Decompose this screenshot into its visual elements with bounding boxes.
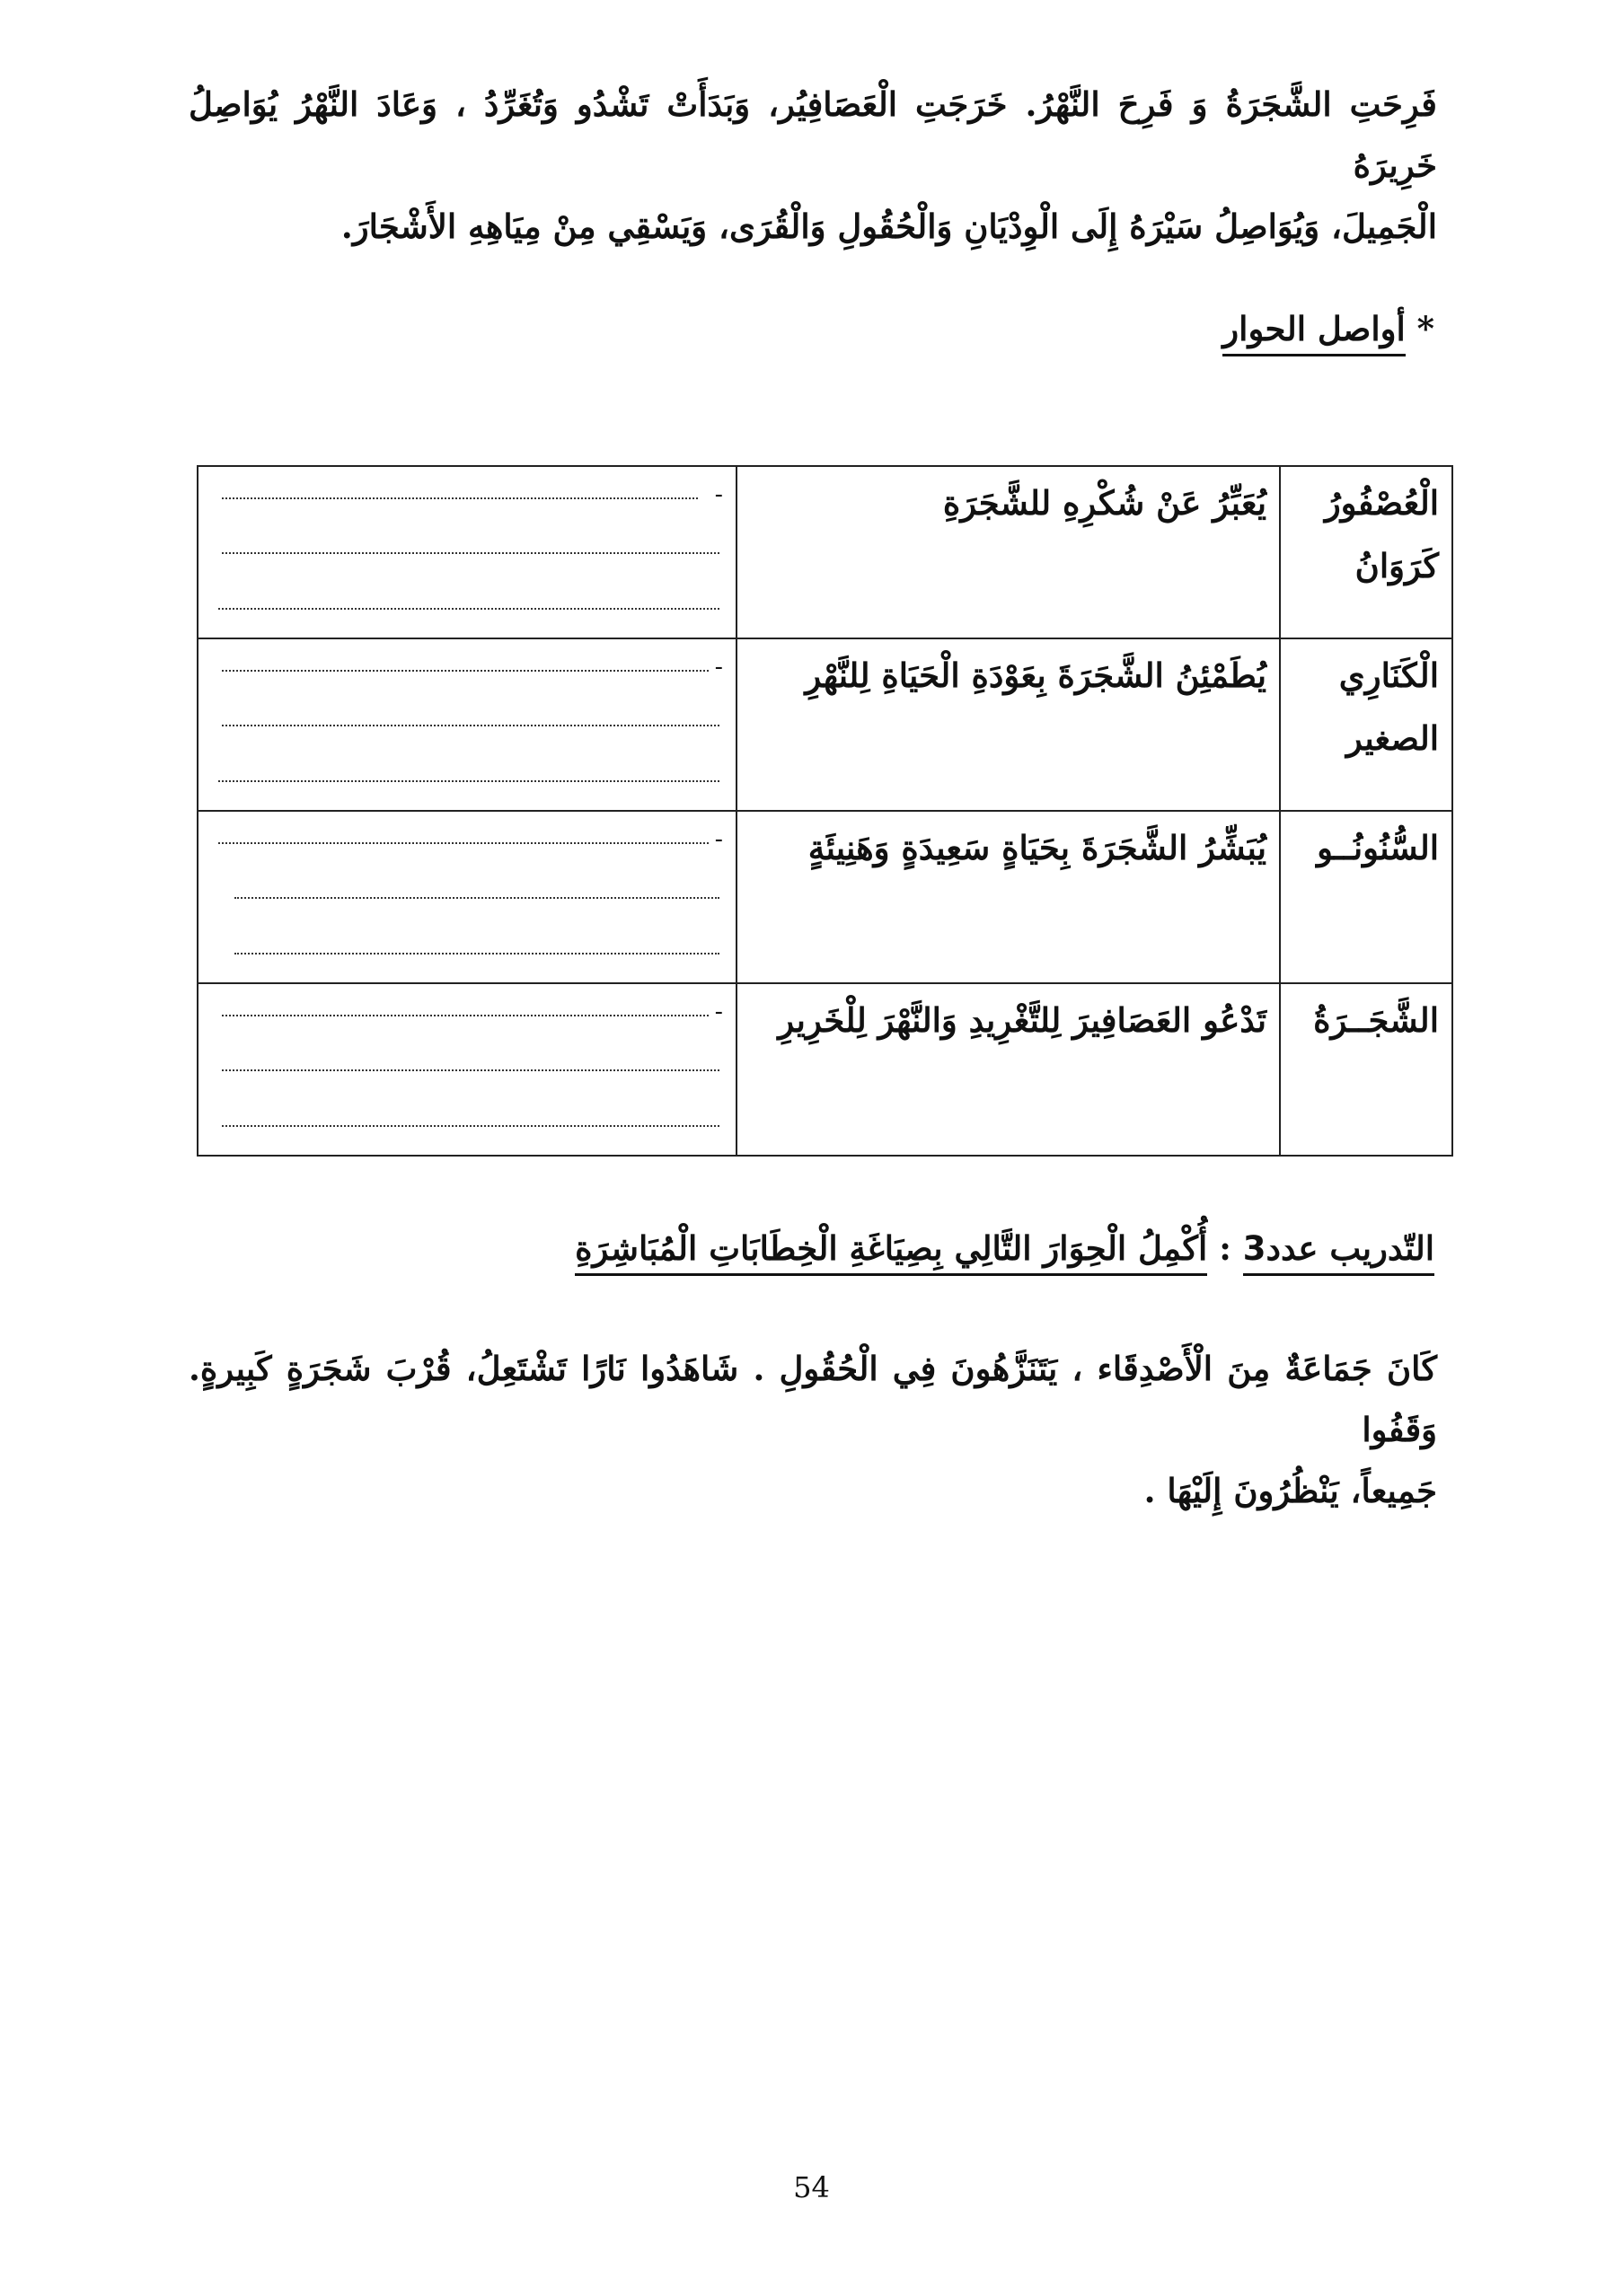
character-name-cell — [1280, 466, 1452, 638]
role-text: يُعَبِّرُ عَنْ شُكْرِهِ للشَّجَرَةِ — [942, 483, 1266, 523]
answer-dash: - — [714, 481, 723, 508]
answer-dotted-line[interactable] — [222, 670, 709, 672]
answer-dash: - — [714, 654, 723, 681]
answer-cell[interactable] — [198, 983, 737, 1156]
role-text: يُطَمْئِنُ الشَّجَرَةَ بِعَوْدَةِ الْحَيَاةِ لِلنَّهْرِ — [805, 655, 1266, 695]
exercise-line-2: جَمِيعاً، يَنْظُرُونَ إِلَيْهَا . — [1143, 1471, 1437, 1510]
answer-dotted-line[interactable] — [218, 842, 709, 844]
character-name: السُّنُونُــو — [1317, 828, 1439, 867]
character-name-extra: كَرَوَانُ — [1354, 546, 1439, 585]
table-row — [198, 638, 1452, 811]
exercise-paragraph — [189, 1338, 1437, 1521]
role-text: يُبَشِّرُ الشَّجَرَةَ بِحَيَاةٍ سَعِيدَةٍ وَهَنِيئَةٍ — [807, 828, 1266, 867]
answer-dotted-line[interactable] — [222, 725, 719, 726]
answer-cell[interactable] — [198, 638, 737, 811]
answer-dotted-line[interactable] — [222, 1069, 719, 1071]
exercise-number: 3 — [1242, 1229, 1266, 1268]
character-name: الْعُصْفُورُ — [1324, 483, 1439, 523]
answer-cell[interactable] — [198, 811, 737, 983]
answer-cell[interactable] — [198, 466, 737, 638]
exercise-separator: : — [1207, 1228, 1243, 1268]
role-cell — [737, 466, 1280, 638]
heading-star: * — [1416, 309, 1434, 348]
answer-dash: - — [714, 826, 723, 853]
intro-paragraph — [189, 74, 1437, 257]
dialogue-table — [197, 465, 1453, 1157]
answer-dotted-line[interactable] — [222, 497, 698, 499]
answer-dotted-line[interactable] — [222, 1125, 719, 1127]
character-name: الْكَنَارِي — [1338, 655, 1439, 695]
heading-title: أواصل الحوار — [1222, 309, 1405, 356]
answer-area[interactable] — [198, 639, 736, 810]
answer-dotted-line[interactable] — [222, 552, 719, 554]
character-name-cell — [1280, 983, 1452, 1156]
answer-dotted-line[interactable] — [234, 953, 719, 954]
table-row — [198, 811, 1452, 983]
role-cell — [737, 811, 1280, 983]
character-name: الشَّجَــرَةُ — [1313, 1000, 1439, 1040]
character-name-cell — [1280, 638, 1452, 811]
table-row — [198, 466, 1452, 638]
dialogue-heading — [1222, 309, 1434, 348]
exercise-instruction: أُكْمِلُ الْحِوَارَ التَّالِي بِصِيَاغَةِ الْخِطَابَاتِ الْمُبَاشِرَةِ — [575, 1228, 1207, 1276]
intro-line-2: الْجَمِيلَ، وَيُوَاصِلُ سَيْرَهُ إِلَى الْوِدْيَانِ وَالْحُقُولِ وَالْقُرَى، وَيَسْقِي مِنْ مِيَاهِهِ الأَشْجَارَ. — [340, 207, 1437, 246]
character-name-extra: الصغير — [1345, 718, 1439, 758]
answer-dotted-line[interactable] — [234, 897, 719, 899]
exercise-label-text: التّدريب عدد — [1266, 1228, 1434, 1268]
answer-area[interactable] — [198, 984, 736, 1155]
role-text: تَدْعُو العَصَافِيرَ لِلتَّغْرِيدِ وَالنَّهْرَ لِلْخَرِيرِ — [778, 1000, 1266, 1040]
exercise-label — [1243, 1228, 1434, 1276]
role-cell — [737, 983, 1280, 1156]
page-number: 54 — [793, 2170, 830, 2204]
exercise-heading — [575, 1228, 1434, 1268]
role-cell — [737, 638, 1280, 811]
answer-area[interactable] — [198, 812, 736, 982]
answer-area[interactable] — [198, 467, 736, 638]
answer-dotted-line[interactable] — [218, 608, 719, 610]
character-name-cell — [1280, 811, 1452, 983]
table-row — [198, 983, 1452, 1156]
answer-dotted-line[interactable] — [218, 780, 719, 782]
intro-line-1: فَرِحَتِ الشَّجَرَةُ وَ فَرِحَ النَّهْرُ. خَرَجَتِ الْعَصَافِيُر، وَبَدَأَتْ تَشْدُو وَتُغَرِّدُ ، وَعَادَ النَّهْرُ يُوَاصِلُ خَرِيرَهُ — [189, 84, 1437, 185]
answer-dotted-line[interactable] — [222, 1015, 709, 1016]
answer-dash: - — [714, 998, 723, 1025]
exercise-line-1: كَانَ جَمَاعَةٌ مِنَ الْأَصْدِقَاء ، يَتَنَزَّهُونَ فِي الْحُقُولِ . شَاهَدُوا نَارًا تَشْتَعِلُ، قُرْبَ شَجَرَةٍ كَبِيرةٍ. وَقَفُوا — [189, 1349, 1437, 1449]
